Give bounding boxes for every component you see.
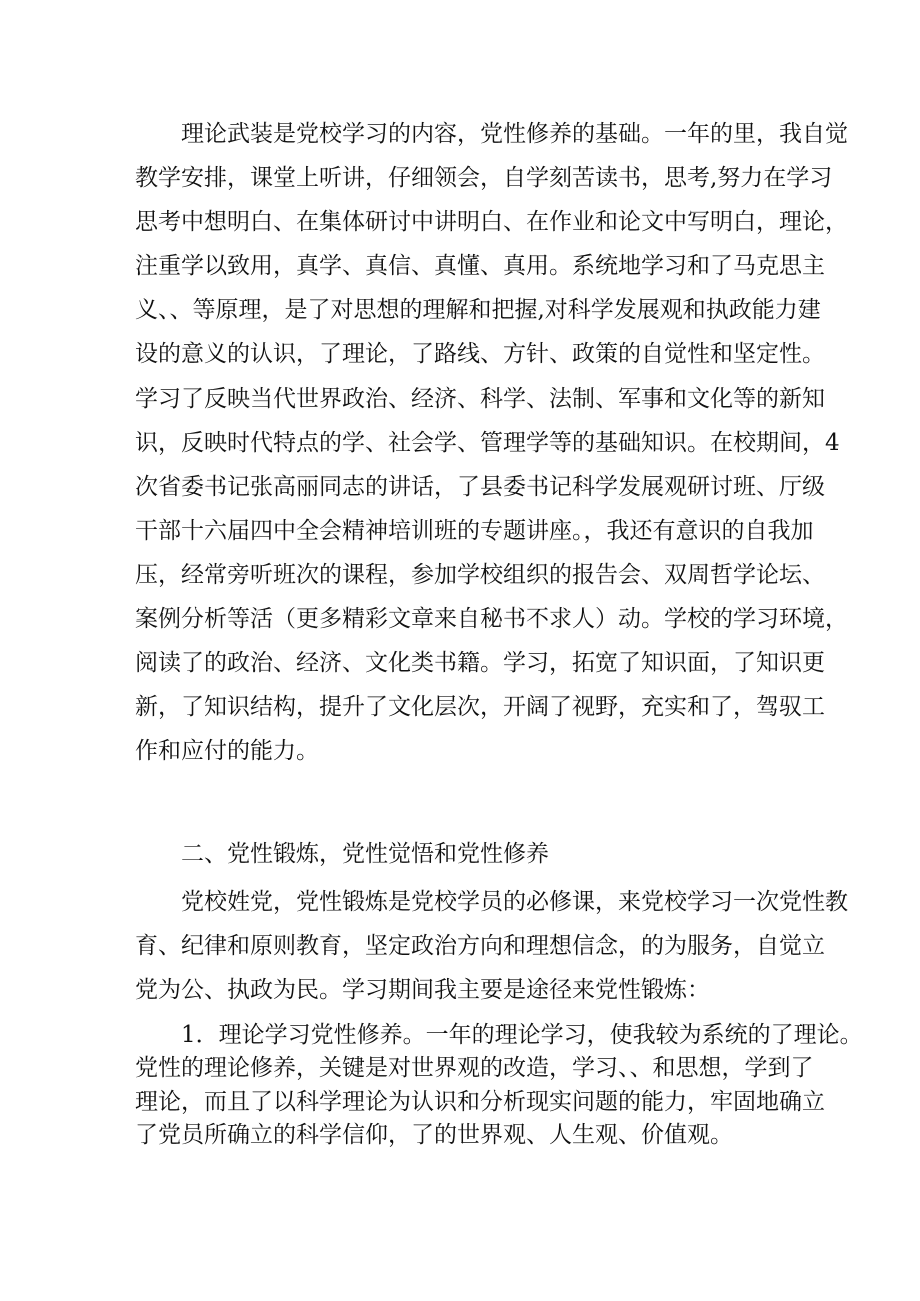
text-line: 党校姓党，党性锻炼是党校学员的必修课，来党校学习一次党性教 — [135, 889, 848, 915]
text-line: 阅读了的政治、经济、文化类书籍。学习，拓宽了知识面，了知识更 — [135, 650, 825, 677]
text-line: 义、、等原理，是了对思想的理解和把握,对科学发展观和执政能力建 — [135, 297, 821, 324]
text-line: 理论武装是党校学习的内容，党性修养的基础。一年的里，我自觉 — [135, 121, 848, 147]
heading-text: 二、党性锻炼，党性觉悟和党性修养 — [135, 841, 549, 867]
section-heading — [135, 832, 799, 876]
text-line: 注重学以致用，真学、真信、真懂、真用。系统地学习和了马克思主 — [135, 253, 825, 280]
text-line: 识，反映时代特点的学、社会学、管理学等的基础知识。在校期间，4 — [135, 429, 840, 456]
text-line: 思考中想明白、在集体研讨中讲明白、在作业和论文中写明白，理论， — [135, 209, 848, 236]
text-line: 育、纪律和原则教育，坚定政治方向和理想信念，的为服务，自觉立 — [135, 933, 825, 960]
text-line: 新，了知识结构，提升了文化层次，开阔了视野，充实和了，驾驭工 — [135, 694, 825, 721]
text-line: 压，经常旁听班次的课程，参加学校组织的报告会、双周哲学论坛、 — [135, 561, 825, 588]
text-line: 案例分析等活（更多精彩文章来自秘书不求人）动。学校的学习环境， — [135, 606, 848, 633]
text-line: 学习了反映当代世界政治、经济、科学、法制、军事和文化等的新知 — [135, 385, 825, 412]
text-line: 党为公、执政为民。学习期间我主要是途径来党性锻炼： — [135, 977, 710, 1004]
text-line: 干部十六届四中全会精神培训班的专题讲座。，我还有意识的自我加 — [135, 517, 814, 544]
text-line: 理论，而且了以科学理论为认识和分析现实问题的能力，牢固地确立 — [135, 1088, 825, 1115]
text-line: 党性的理论修养，关键是对世界观的改造，学习、、和思想，学到了 — [135, 1055, 814, 1082]
text-line: 1．理论学习党性修养。一年的理论学习，使我较为系统的了理论。 — [135, 1022, 863, 1048]
text-line: 了党员所确立的科学信仰，了的世界观、人生观、价值观。 — [135, 1122, 733, 1149]
text-line: 设的意义的认识，了理论，了路线、方针、政策的自觉性和坚定性。 — [135, 341, 825, 368]
text-line: 教学安排，课堂上听讲，仔细领会，自学刻苦读书，思考,努力在学习 — [135, 165, 833, 192]
text-line: 次省委书记张高丽同志的讲话，了县委书记科学发展观研讨班、厅级 — [135, 473, 825, 500]
text-line: 作和应付的能力。 — [135, 738, 319, 765]
paragraph-theory-armament — [135, 112, 848, 773]
paragraph-party-school — [135, 880, 848, 1012]
paragraph-item-one — [135, 1019, 863, 1153]
